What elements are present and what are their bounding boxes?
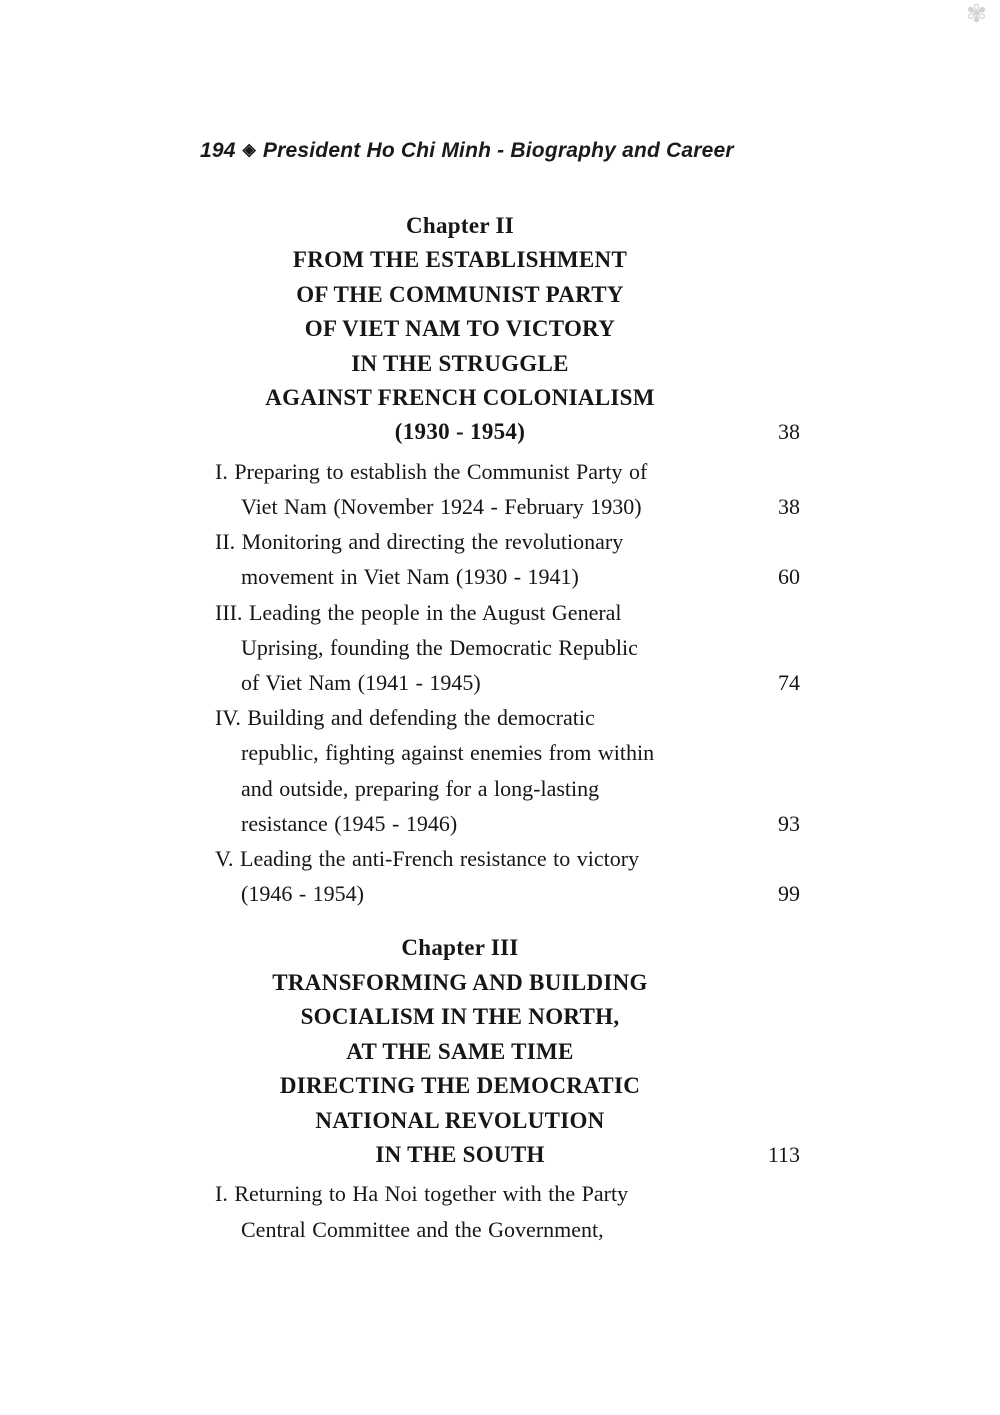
toc-entry-line: republic, fighting against enemies from within	[241, 740, 655, 766]
chapter-heading-line: IN THE SOUTH	[375, 1141, 545, 1167]
chapter-entries	[215, 1176, 800, 1246]
running-header	[200, 139, 734, 163]
chapter-block	[215, 931, 800, 1246]
toc-entry-line: Central Committee and the Government,	[241, 1216, 604, 1242]
entry-page-number: 93	[778, 810, 800, 836]
chapter-heading-line: AGAINST FRENCH COLONIALISM	[265, 385, 655, 411]
toc-entry-line: V. Leading the anti-French resistance to victory	[215, 846, 640, 872]
book-title: President Ho Chi Minh - Biography and Career	[262, 139, 734, 162]
chapter-page-number: 38	[778, 419, 800, 445]
toc-entry-line: and outside, preparing for a long-lasting	[241, 775, 600, 801]
toc-entry	[215, 1176, 800, 1246]
flower-ornament-icon: ✾	[966, 1, 987, 28]
chapter-entries	[215, 454, 800, 912]
toc-entry	[215, 454, 800, 524]
chapter-block	[215, 209, 800, 911]
chapter-heading-line: AT THE SAME TIME	[346, 1038, 574, 1064]
chapter-heading-line: FROM THE ESTABLISHMENT	[292, 247, 628, 273]
page-number: 194	[200, 139, 236, 162]
chapter-heading	[215, 209, 800, 450]
toc-entry-line: of Viet Nam (1941 - 1945)	[241, 670, 481, 696]
entry-page-number: 38	[778, 494, 800, 520]
chapter-heading-line: TRANSFORMING AND BUILDING	[272, 969, 648, 995]
entry-page-number: 99	[778, 881, 800, 907]
toc-entry-line: III. Leading the people in the August General	[215, 599, 622, 625]
toc-entry-line: Viet Nam (November 1924 - February 1930)	[241, 494, 642, 520]
toc-entry	[215, 524, 800, 594]
chapter-heading-line: Chapter III	[401, 935, 519, 961]
toc-entry-line: resistance (1945 - 1946)	[241, 810, 458, 836]
chapter-heading-line: NATIONAL REVOLUTION	[315, 1107, 605, 1133]
toc-entry	[215, 841, 800, 911]
toc-entry	[215, 595, 800, 701]
toc-entry-line: I. Preparing to establish the Communist Party of	[215, 458, 648, 484]
chapter-page-number: 113	[767, 1141, 800, 1167]
chapter-heading-line: (1930 - 1954)	[394, 419, 526, 445]
chapter-heading-line: OF VIET NAM TO VICTORY	[304, 316, 616, 342]
toc-entry-line: II. Monitoring and directing the revolutionary	[215, 529, 624, 555]
chapter-heading-line: SOCIALISM IN THE NORTH,	[300, 1004, 620, 1030]
toc-entry-line: (1946 - 1954)	[241, 881, 364, 907]
toc-entry	[215, 700, 800, 841]
chapter-heading-line: DIRECTING THE DEMOCRATIC	[279, 1073, 641, 1099]
entry-page-number: 74	[778, 670, 800, 696]
toc-entry-line: I. Returning to Ha Noi together with the Party	[215, 1181, 629, 1207]
toc-entry-line: Uprising, founding the Democratic Republic	[241, 634, 638, 660]
diamond-icon: ◈	[242, 140, 256, 159]
entry-page-number: 60	[778, 564, 800, 590]
toc-entry-line: IV. Building and defending the democratic	[215, 705, 595, 731]
table-of-contents	[215, 209, 800, 1247]
chapter-heading-line: Chapter II	[405, 213, 514, 238]
toc-entry-line: movement in Viet Nam (1930 - 1941)	[241, 564, 579, 590]
chapter-heading-line: OF THE COMMUNIST PARTY	[296, 281, 624, 307]
chapter-heading-line: IN THE STRUGGLE	[351, 350, 569, 376]
chapter-heading	[215, 931, 800, 1172]
